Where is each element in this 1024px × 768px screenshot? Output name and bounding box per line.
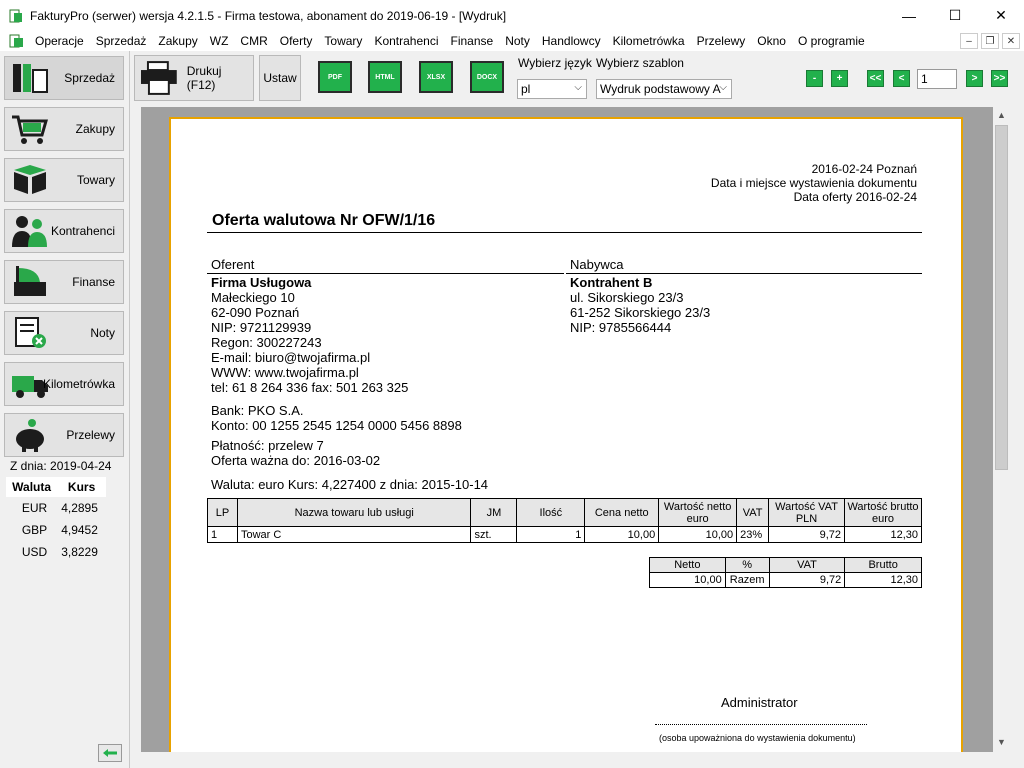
print-button-label: Drukuj (F12): [186, 64, 222, 92]
sidebar: [0, 51, 130, 768]
sidebar-item-zakupy[interactable]: [4, 107, 124, 151]
table-header-row: [208, 499, 922, 527]
bank-account: Konto: 00 1255 2545 1254 0000 5456 8898: [211, 418, 462, 433]
template-select[interactable]: [596, 79, 732, 99]
seller-line: E-mail: biuro@twojafirma.pl: [211, 350, 371, 365]
item-cell: 23%: [737, 527, 769, 543]
app-icon: [8, 8, 24, 24]
table-row: [650, 573, 922, 588]
item-cell: 1: [208, 527, 238, 543]
buyer-header: Nabywca: [570, 257, 624, 272]
rates-date-value: 2019-04-24: [50, 459, 112, 473]
menu-kontrahenci[interactable]: Kontrahenci: [374, 34, 439, 48]
sidebar-item-label: Sprzedaż: [64, 71, 115, 85]
export-pdf-button[interactable]: [318, 61, 352, 93]
menu-zakupy[interactable]: Zakupy: [158, 34, 198, 48]
column-header: Ilość: [517, 499, 585, 527]
sidebar-item-label: Kilometrówka: [42, 377, 115, 391]
scroll-up-icon[interactable]: ▲: [997, 110, 1006, 120]
arrow-left-icon: [102, 748, 118, 758]
column-header: VAT: [737, 499, 769, 527]
zoom-out-button[interactable]: -: [806, 70, 823, 87]
buyer-line: 61-252 Sikorskiego 23/3: [570, 305, 711, 320]
menu-handlowcy[interactable]: Handlowcy: [541, 34, 601, 48]
print-toolbar: [131, 51, 1024, 106]
template-value: Wydruk podstawowy A: [600, 82, 721, 96]
signer-name: Administrator: [721, 695, 798, 710]
menu-noty[interactable]: Noty: [505, 34, 530, 48]
vertical-scrollbar[interactable]: [993, 107, 1010, 752]
export-docx-button[interactable]: [470, 61, 504, 93]
sidebar-item-finanse[interactable]: [4, 260, 124, 304]
export-pdf-label: PDF: [328, 73, 342, 81]
close-button[interactable]: ✕: [995, 7, 1007, 23]
column-header: LP: [208, 499, 238, 527]
summary-cell: 10,00: [650, 573, 726, 588]
item-cell: 12,30: [845, 527, 922, 543]
export-xlsx-label: XLSX: [426, 73, 446, 81]
mdi-controls: [960, 33, 1020, 49]
column-header-rate: Kurs: [57, 477, 106, 497]
scroll-down-icon[interactable]: ▼: [997, 737, 1006, 747]
seller-line: NIP: 9721129939: [211, 320, 312, 335]
document-page: [169, 117, 963, 752]
export-docx-label: DOCX: [476, 73, 498, 81]
currency-cell: GBP: [21, 523, 48, 537]
boxes-icon: [10, 162, 50, 198]
piggy-bank-icon: [10, 417, 50, 453]
seller-name: Firma Usługowa: [211, 275, 312, 290]
column-header: Wartość VAT PLN: [769, 499, 845, 527]
rates-date: [10, 459, 111, 473]
column-header: Brutto: [845, 558, 922, 573]
mdi-minimize-button[interactable]: –: [960, 33, 978, 49]
item-cell: 10,00: [659, 527, 737, 543]
menu-oferty[interactable]: Oferty: [279, 34, 313, 48]
buyer-line: ul. Sikorskiego 23/3: [570, 290, 684, 305]
sidebar-item-towary[interactable]: [4, 158, 124, 202]
menu-sprzedaz[interactable]: Sprzedaż: [95, 34, 147, 48]
language-label: Wybierz język: [518, 56, 592, 70]
sidebar-item-label: Finanse: [72, 275, 115, 289]
table-row[interactable]: [6, 497, 106, 519]
sidebar-item-label: Zakupy: [75, 122, 115, 136]
menu-cmr[interactable]: CMR: [240, 34, 268, 48]
seller-header: Oferent: [211, 257, 255, 272]
menu-wz[interactable]: WZ: [209, 34, 229, 48]
menu-operacje[interactable]: Operacje: [35, 34, 84, 48]
chevron-down-icon: ⌵: [719, 82, 727, 93]
column-header-currency: Waluta: [6, 477, 57, 497]
buyer-name: Kontrahent B: [570, 275, 653, 290]
document-title: Oferta walutowa Nr OFW/1/16: [212, 212, 436, 229]
export-html-button[interactable]: [368, 61, 402, 93]
seller-line: 62-090 Poznań: [211, 305, 300, 320]
signer-caption: (osoba upoważniona do wystawienia dokumentu): [659, 733, 856, 743]
sidebar-item-label: Towary: [76, 173, 115, 187]
currency-info: Waluta: euro Kurs: 4,227400 z dnia: 2015-10-14: [211, 477, 489, 492]
language-select[interactable]: [517, 79, 587, 99]
offer-date: Data oferty 2016-02-24: [793, 190, 917, 204]
column-header: Wartość netto euro: [659, 499, 737, 527]
summary-cell: 9,72: [769, 573, 845, 588]
seller-line: tel: 61 8 264 336 fax: 501 263 325: [211, 380, 409, 395]
sidebar-item-kilometrowka[interactable]: [4, 362, 124, 406]
summary-cell: Razem: [725, 573, 769, 588]
rate-cell: 3,8229: [61, 545, 98, 559]
sidebar-item-przelewy[interactable]: [4, 413, 124, 457]
column-header: Cena netto: [585, 499, 659, 527]
summary-cell: 12,30: [845, 573, 922, 588]
column-header: Nazwa towaru lub usługi: [237, 499, 471, 527]
page-number-input[interactable]: 1: [917, 69, 957, 89]
offer-valid-until: Oferta ważna do: 2016-03-02: [211, 453, 381, 468]
column-header: Netto: [650, 558, 726, 573]
menu-finanse[interactable]: Finanse: [450, 34, 494, 48]
binders-icon: [10, 60, 50, 96]
place-date: 2016-02-24 Poznań: [811, 162, 917, 176]
seller-line: Regon: 300227243: [211, 335, 322, 350]
rate-cell: 4,2895: [61, 501, 98, 515]
cart-icon: [10, 111, 50, 147]
window-controls: [886, 0, 1024, 31]
last-page-button[interactable]: >>: [991, 70, 1008, 87]
item-cell: 9,72: [769, 527, 845, 543]
column-header: JM: [471, 499, 517, 527]
buyer-details: [570, 275, 710, 335]
seller-details: [211, 275, 408, 395]
setup-button[interactable]: Ustaw: [259, 55, 301, 101]
item-cell: 10,00: [585, 527, 659, 543]
item-cell: szt.: [471, 527, 517, 543]
menu-o-programie[interactable]: O programie: [797, 34, 865, 48]
title-divider: [207, 232, 922, 233]
title-bar: [0, 0, 1024, 31]
sidebar-item-noty[interactable]: [4, 311, 124, 355]
chevron-down-icon: ⌵: [574, 82, 582, 93]
buyer-divider: [566, 273, 922, 274]
sidebar-item-sprzedaz[interactable]: [4, 56, 124, 100]
window-title: FakturyPro (serwer) wersja 4.2.1.5 - Firma testowa, abonament do 2019-06-19 - [Wydruk]: [30, 8, 507, 23]
place-date-caption: Data i miejsce wystawienia dokumentu: [710, 176, 917, 190]
item-cell: 1: [517, 527, 585, 543]
buyer-line: NIP: 9785566444: [570, 320, 672, 335]
note-icon: [10, 315, 50, 351]
sidebar-item-label: Przelewy: [66, 428, 115, 442]
exchange-rates-table: [6, 477, 106, 563]
bank-name: Bank: PKO S.A.: [211, 403, 304, 418]
item-cell: Towar C: [237, 527, 471, 543]
seller-divider: [207, 273, 564, 274]
rate-cell: 4,9452: [61, 523, 98, 537]
payment-method: Płatność: przelew 7: [211, 438, 324, 453]
language-value: pl: [521, 82, 531, 96]
sidebar-item-label: Kontrahenci: [50, 224, 115, 238]
seller-line: Małeckiego 10: [211, 290, 295, 305]
document-menu-icon[interactable]: [9, 34, 25, 48]
sidebar-item-label: Noty: [90, 326, 115, 340]
items-table: [207, 498, 922, 543]
table-header-row: [650, 558, 922, 573]
currency-cell: USD: [21, 545, 48, 559]
printer-icon: [139, 60, 179, 96]
document-header-dates: [711, 162, 917, 204]
table-header-row: [6, 477, 106, 497]
table-row[interactable]: [6, 519, 106, 541]
menu-przelewy[interactable]: Przelewy: [696, 34, 746, 48]
column-header: VAT: [769, 558, 845, 573]
export-html-label: HTML: [375, 73, 395, 81]
minimize-button[interactable]: —: [902, 7, 916, 24]
sidebar-item-kontrahenci[interactable]: [4, 209, 124, 253]
signature-line: [655, 724, 867, 725]
back-button[interactable]: [98, 744, 122, 762]
rates-date-label: Z dnia:: [10, 459, 47, 473]
scroll-thumb[interactable]: [995, 125, 1008, 470]
menu-okno[interactable]: Okno: [757, 34, 786, 48]
currency-cell: EUR: [21, 501, 48, 515]
menu-kilometrowka[interactable]: Kilometrówka: [612, 34, 685, 48]
table-row: [208, 527, 922, 543]
previous-page-button[interactable]: <: [893, 70, 910, 87]
zoom-in-button[interactable]: +: [831, 70, 848, 87]
seller-line: WWW: www.twojafirma.pl: [211, 365, 359, 380]
template-label: Wybierz szablon: [596, 56, 684, 70]
summary-table: [649, 557, 922, 588]
print-button[interactable]: [134, 55, 254, 101]
menu-bar: [0, 31, 1024, 51]
menu-towary[interactable]: Towary: [324, 34, 363, 48]
print-preview[interactable]: [141, 107, 993, 752]
next-page-button[interactable]: >: [966, 70, 983, 87]
mdi-restore-button[interactable]: ❐: [981, 33, 999, 49]
column-header: Wartość brutto euro: [845, 499, 922, 527]
first-page-button[interactable]: <<: [867, 70, 884, 87]
people-icon: [10, 213, 50, 249]
export-xlsx-button[interactable]: [419, 61, 453, 93]
table-row[interactable]: [6, 541, 106, 563]
column-header: %: [725, 558, 769, 573]
cash-register-icon: [10, 264, 50, 300]
mdi-close-button[interactable]: ✕: [1002, 33, 1020, 49]
maximize-button[interactable]: ☐: [948, 7, 962, 23]
